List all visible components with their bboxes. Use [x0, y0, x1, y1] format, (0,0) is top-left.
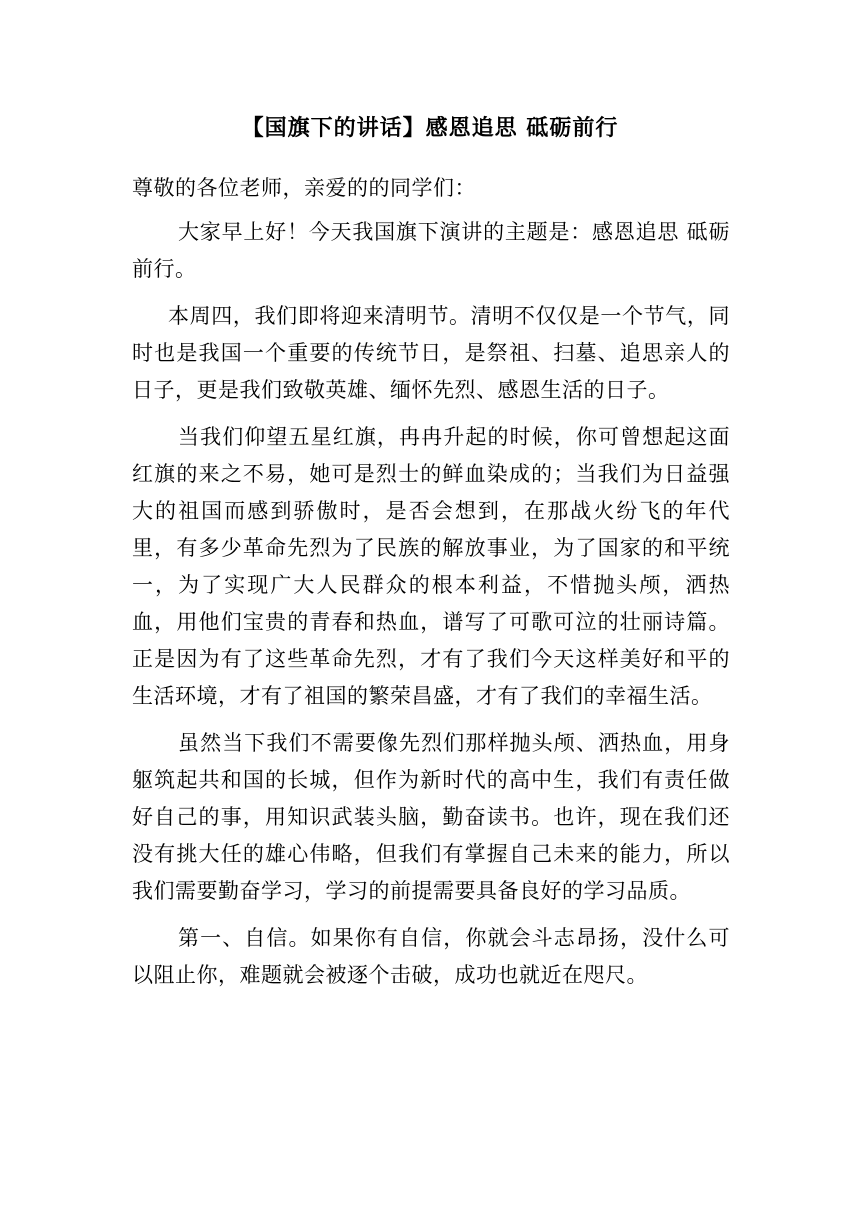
document-title: 【国旗下的讲话】感恩追思 砥砺前行: [241, 115, 619, 141]
document-body: [132, 170, 730, 1004]
paragraph-study: 虽然当下我们不需要像先烈们那样抛头颅、洒热血，用身躯筑起共和国的长城，但作为新时代的高中生，我们有责任做好自己的事，用知识武装头脑，勤奋读书。也许，现在我们还没有挑大任的雄心伟略，但我们有掌握自己未来的能力，所以我们需要勤奋学习，学习的前提需要具备良好的学习品质。: [132, 731, 730, 903]
paragraph-confidence: 第一、自信。如果你有自信，你就会斗志昂扬，没什么可以阻止你，难题就会被逐个击破，成功也就近在咫尺。: [132, 926, 730, 987]
paragraph-martyrs: 当我们仰望五星红旗，冉冉升起的时候，你可曾想起这面红旗的来之不易，她可是烈士的鲜血染成的；当我们为日益强大的祖国而感到骄傲时，是否会想到，在那战火纷飞的年代里，有多少革命先烈为了民族的解放事业，为了国家的和平统一，为了实现广大人民群众的根本利益，不惜抛头颅，洒热血，用他们宝贵的青春和热血，谱写了可歌可泣的壮丽诗篇。正是因为有了这些革命先烈，才有了我们今天这样美好和平的生活环境，才有了祖国的繁荣昌盛，才有了我们的幸福生活。: [132, 425, 730, 708]
paragraph-qingming: 本周四，我们即将迎来清明节。清明不仅仅是一个节气，同时也是我国一个重要的传统节日，是祭祖、扫墓、追思亲人的日子，更是我们致敬英雄、缅怀先烈、感恩生活的日子。: [132, 304, 730, 402]
paragraph-greeting: 大家早上好！今天我国旗下演讲的主题是：感恩追思 砥砺前行。: [132, 220, 730, 281]
salutation: 尊敬的各位老师，亲爱的的同学们：: [132, 176, 476, 200]
